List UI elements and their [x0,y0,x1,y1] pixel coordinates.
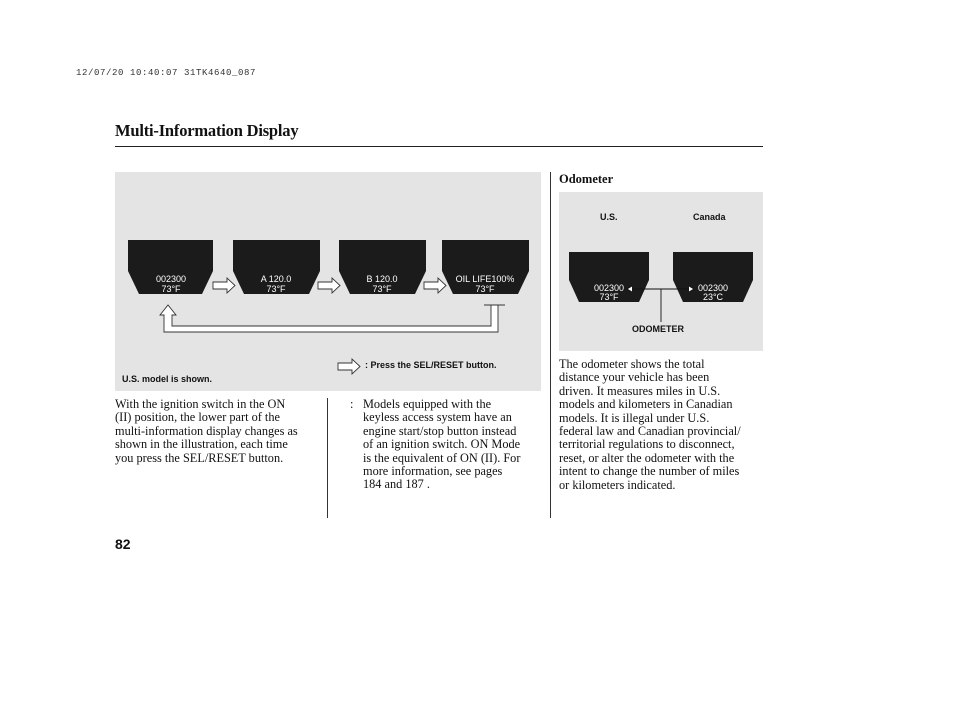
display-sequence-illustration [115,172,541,391]
text-line: intent to change the number of miles [559,464,740,479]
right-column-text [559,358,764,492]
page-number: 82 [115,536,131,552]
right-arrow-icon [424,278,446,293]
display-panel-1 [128,240,213,294]
text-line: Models equipped with the [363,397,492,411]
figure-caption: U.S. model is shown. [122,374,213,384]
us-display-line2: 73°F [599,292,619,302]
text-line: multi-information display changes as [115,423,298,438]
text-line: territorial regulations to disconnect, [559,437,735,452]
print-stamp: 12/07/20 10:40:07 31TK4640_087 [76,68,257,78]
left-column-text [115,398,325,465]
text-line: reset, or alter the odometer with the [559,450,735,465]
right-arrow-icon [213,278,235,293]
label-canada: Canada [693,212,726,222]
display-panel-4 [442,240,529,294]
column-divider-2 [550,172,551,518]
legend-text: : Press the SEL/RESET button. [365,360,497,370]
display-2-line1: A 120.0 [260,274,292,284]
legend-arrow-icon [338,359,360,374]
display-sequence-figure [115,172,541,391]
text-line: models. It is illegal under U.S. [559,410,710,425]
text-line: distance your vehicle has been [559,370,710,385]
text-line: 184 and 187 . [363,477,430,492]
text-line: driven. It measures miles in U.S. [559,383,721,398]
display-2-line2: 73°F [266,284,286,294]
display-3-line1: B 120.0 [366,274,398,284]
odometer-heading: Odometer [559,172,614,186]
text-line: engine start/stop button instead [363,423,517,438]
text-line: The odometer shows the total [559,357,705,371]
odometer-figure [559,192,763,351]
column-divider-1 [327,398,328,518]
display-3-line2: 73°F [372,284,392,294]
label-us: U.S. [600,212,618,222]
title-rule [115,146,763,147]
display-4-line2: 73°F [475,284,495,294]
text-line: models and kilometers in Canadian [559,397,733,412]
display-panel-2 [233,240,320,294]
note-marker: : [350,397,354,411]
text-line: of an ignition switch. ON Mode [363,437,521,452]
display-1-line2: 73°F [161,284,181,294]
canada-display-panel [673,252,753,302]
text-line: you press the SEL/RESET button. [115,450,284,465]
us-display-panel [569,252,649,302]
page-title: Multi-Information Display [115,121,299,140]
text-line: keyless access system have an [363,410,512,425]
text-line: (II) position, the lower part of the [115,410,280,425]
middle-column-text [363,398,543,492]
display-4-line1: OIL LIFE100% [455,274,515,284]
odometer-callout: ODOMETER [632,324,685,334]
display-1-line1: 002300 [155,274,187,284]
display-panel-3 [339,240,426,294]
text-line: is the equivalent of ON (II). For [363,450,521,465]
text-line: more information, see pages [363,464,503,479]
us-display-line1: 002300 [593,283,625,293]
text-line: or kilometers indicated. [559,477,676,492]
text-line: shown in the illustration, each time [115,437,288,452]
text-line: With the ignition switch in the ON [115,397,286,411]
canada-display-line2: 23°C [702,292,724,302]
canada-display-line1: 002300 [697,283,729,293]
text-line: federal law and Canadian provincial/ [559,424,741,439]
right-arrow-icon [318,278,340,293]
return-loop-arrow-icon [160,305,505,332]
